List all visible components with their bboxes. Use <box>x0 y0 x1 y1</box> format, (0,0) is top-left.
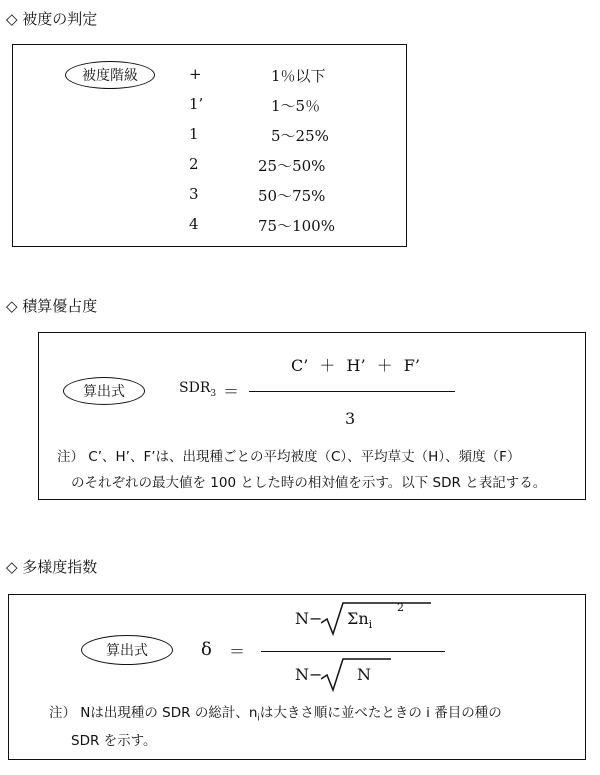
diversity-equals: ＝ <box>229 642 246 661</box>
diversity-lhs: δ <box>201 639 212 660</box>
grade-cell: 2 <box>189 155 199 173</box>
section-heading-cover: ◇ 被度の判定 <box>6 10 98 28</box>
sdr-numerator: C’ ＋ H’ ＋ F’ <box>291 356 420 375</box>
range-cell: 1～5％ <box>271 97 321 115</box>
grade-cell: 3 <box>189 185 199 203</box>
range-cell: 5～25% <box>271 127 329 145</box>
diversity-num-sup: 2 <box>397 601 404 614</box>
fraction-bar <box>249 391 455 392</box>
sdr-note-line1: 注） C’、H’、F’は、出現種ごとの平均被度（C）、平均草丈（H）、頻度（F） <box>57 449 521 465</box>
grade-cell: + <box>189 65 202 83</box>
cover-grade-label: 被度階級 <box>65 61 155 89</box>
grade-cell: 1 <box>189 125 199 143</box>
section-heading-sdr: ◇ 積算優占度 <box>6 297 98 315</box>
diversity-den-prefix: N− <box>295 665 323 684</box>
grade-cell: 4 <box>189 215 199 233</box>
range-cell: 50～75% <box>258 187 326 205</box>
sdr-equals: ＝ <box>223 382 240 401</box>
sqrt-icon <box>321 601 433 637</box>
sdr-formula-label: 算出式 <box>63 377 145 405</box>
grade-cell: 1’ <box>189 95 204 113</box>
cover-grade-box <box>12 44 407 247</box>
fraction-bar <box>261 651 445 652</box>
diversity-note-line1: 注） Nは出現種の SDR の総計、$n_i$は大きさ順に並べたときの i 番目の種の <box>49 705 502 724</box>
sdr-note-line2: のそれぞれの最大値を 100 とした時の相対値を示す。以下 SDR と表記する。 <box>71 475 547 491</box>
range-cell: 75～100% <box>258 217 335 235</box>
range-cell: 25～50% <box>258 157 326 175</box>
sdr-denominator: 3 <box>345 409 356 428</box>
diversity-den-radicand: N <box>357 665 371 684</box>
section-heading-diversity: ◇ 多様度指数 <box>6 558 98 576</box>
diversity-formula-box <box>8 594 586 760</box>
diversity-num-prefix: N− <box>295 609 323 628</box>
range-cell: 1％以下 <box>271 67 326 85</box>
diversity-formula-label: 算出式 <box>81 635 173 665</box>
sdr-formula-box <box>38 332 586 500</box>
sdr-lhs: $SDR_3$ <box>179 380 217 399</box>
diversity-num-radicand: $\Sigma n_i$ <box>347 609 373 632</box>
diversity-note-line2: SDR を示す。 <box>71 733 157 749</box>
